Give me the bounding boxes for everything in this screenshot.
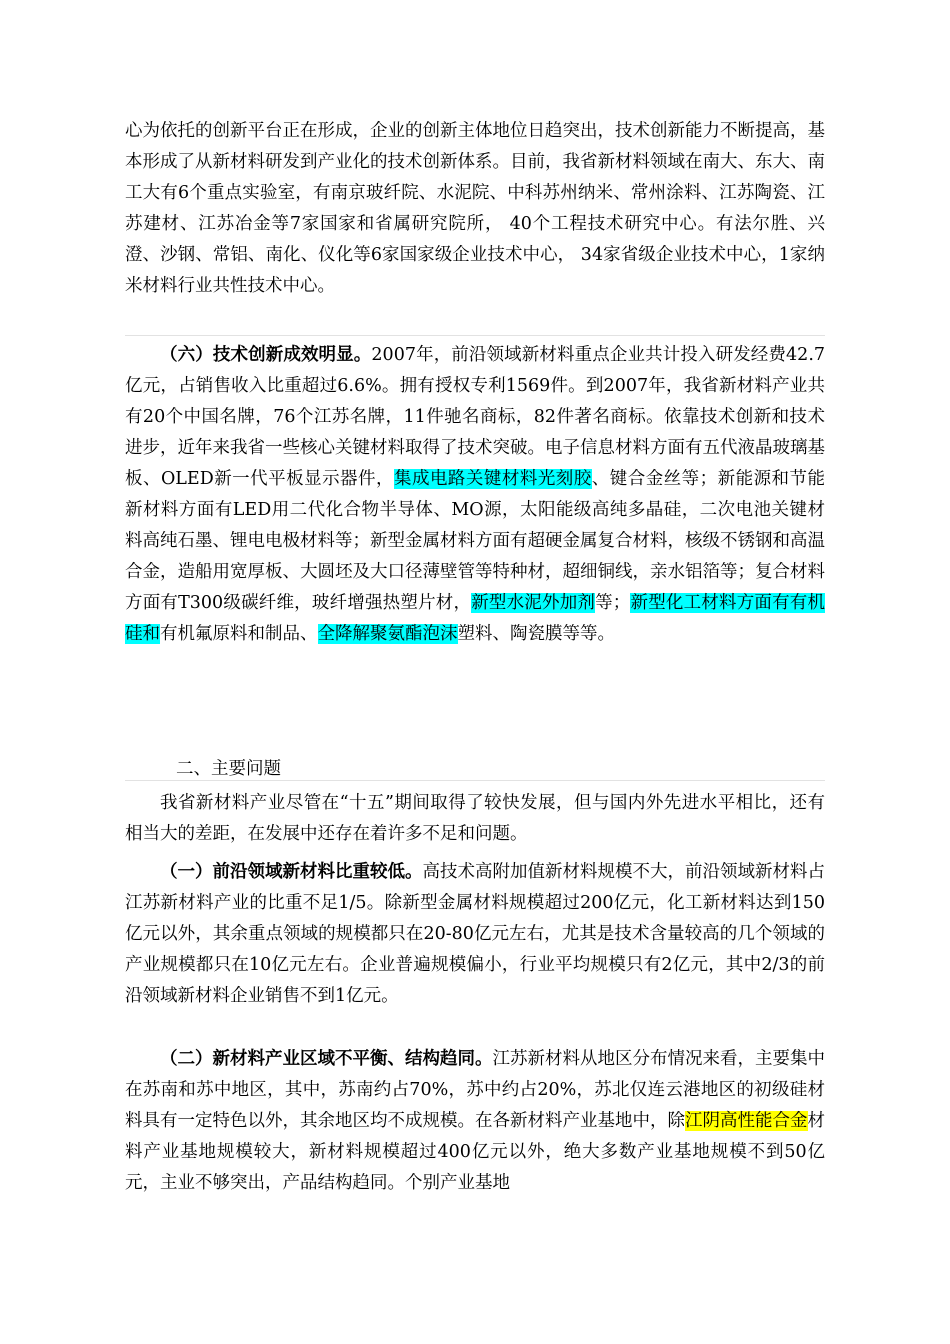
highlight-photoresist: 集成电路关键材料光刻胶 xyxy=(394,469,592,489)
paragraph-low-proportion xyxy=(125,857,825,1012)
paragraph-divider xyxy=(125,335,825,336)
highlight-jiangyin-alloy: 江阴高性能合金 xyxy=(685,1111,808,1131)
section-divider xyxy=(125,780,825,781)
text-segment: 有机氟原料和制品、 xyxy=(160,624,318,644)
section-heading-6: （六）技术创新成效明显。 xyxy=(160,345,372,365)
text-segment: 高技术高附加值新材料规模不大，前沿领域新材料占江苏新材料产业的比重不足1/5。除新型金属材料规模超过200亿元，化工新材料达到150亿元以外，其余重点领域的规模都只在20-80亿元左右，尤其是技术含量较高的几个领域的产业规模都只在10亿元左右。企业普遍规模偏小，行业平均规模只有2亿元，其中2/3的前沿领域新材料企业销售不到1亿元。 xyxy=(125,862,825,1006)
section-heading-1: （一）前沿领域新材料比重较低。 xyxy=(160,862,423,882)
paragraph-innovation-results xyxy=(125,340,825,650)
text-segment: 等； xyxy=(595,593,631,613)
highlight-chemical-materials: 新型化工材料方面有有机硅和 xyxy=(125,593,826,644)
paragraph-regional-imbalance xyxy=(125,1044,825,1199)
section-title-main-problems: 二、主要问题 xyxy=(176,759,281,779)
highlight-cement-additive: 新型水泥外加剂 xyxy=(471,593,596,613)
text-segment: 材料产业基地规模较大，新材料规模超过400亿元以外，绝大多数产业基地规模不到50亿元，主业不够突出，产品结构趋同。个别产业基地 xyxy=(125,1111,825,1193)
text-segment: 塑料、陶瓷膜等等。 xyxy=(457,624,615,644)
text-segment: 、键合金丝等；新能源和节能新材料方面有LED用二代化合物半导体、MO源，太阳能级高纯多晶硅，二次电池关键材料高纯石墨、锂电电极材料等；新型金属材料方面有超硬金属复合材料，核级不锈钢和高温合金，造船用宽厚板、大圆坯及大口径薄壁管等特种材，超细铜线，亲水铝箔等；复合材料方面有T300级碳纤维，玻纤增强热塑片材， xyxy=(125,469,826,613)
section-heading-2: （二）新材料产业区域不平衡、结构趋同。 xyxy=(160,1049,493,1069)
highlight-pu-foam: 全降解聚氨酯泡沫 xyxy=(317,624,458,644)
paragraph-problems-intro: 我省新材料产业尽管在“十五”期间取得了较快发展，但与国内外先进水平相比，还有相当大的差距，在发展中还存在着许多不足和问题。 xyxy=(125,793,825,844)
text-segment: 2007年，前沿领域新材料重点企业共计投入研发经费42.7亿元，占销售收入比重超过6.6%。拥有授权专利1569件。到2007年，我省新材料产业共有20个中国名牌，76个江苏名牌，11件驰名商标，82件著名商标。依靠技术创新和技术进步，近年来我省一些核心关键材料取得了技术突破。电子信息材料方面有五代液晶玻璃基板、OLED新一代平板显示器件， xyxy=(125,345,826,489)
paragraph-innovation-platforms: 心为依托的创新平台正在形成，企业的创新主体地位日趋突出，技术创新能力不断提高，基本形成了从新材料研发到产业化的技术创新体系。目前，我省新材料领域在南大、东大、南工大有6个重点实验室，有南京玻纤院、水泥院、中科苏州纳米、常州涂料、江苏陶瓷、江苏建材、江苏冶金等7家国家和省属研究院所， 40个工程技术研究中心。有法尔胜、兴澄、沙钢、常铝、南化、仪化等6家国家级企业技术中心， 34家省级企业技术中心，1家纳米材料行业共性技术中心。 xyxy=(125,121,825,296)
text-segment: 江苏新材料从地区分布情况来看，主要集中在苏南和苏中地区，其中，苏南约占70%，苏中约占20%，苏北仅连云港地区的初级硅材料具有一定特色以外，其余地区均不成规模。在各新材料产业基地中，除 xyxy=(125,1049,825,1131)
